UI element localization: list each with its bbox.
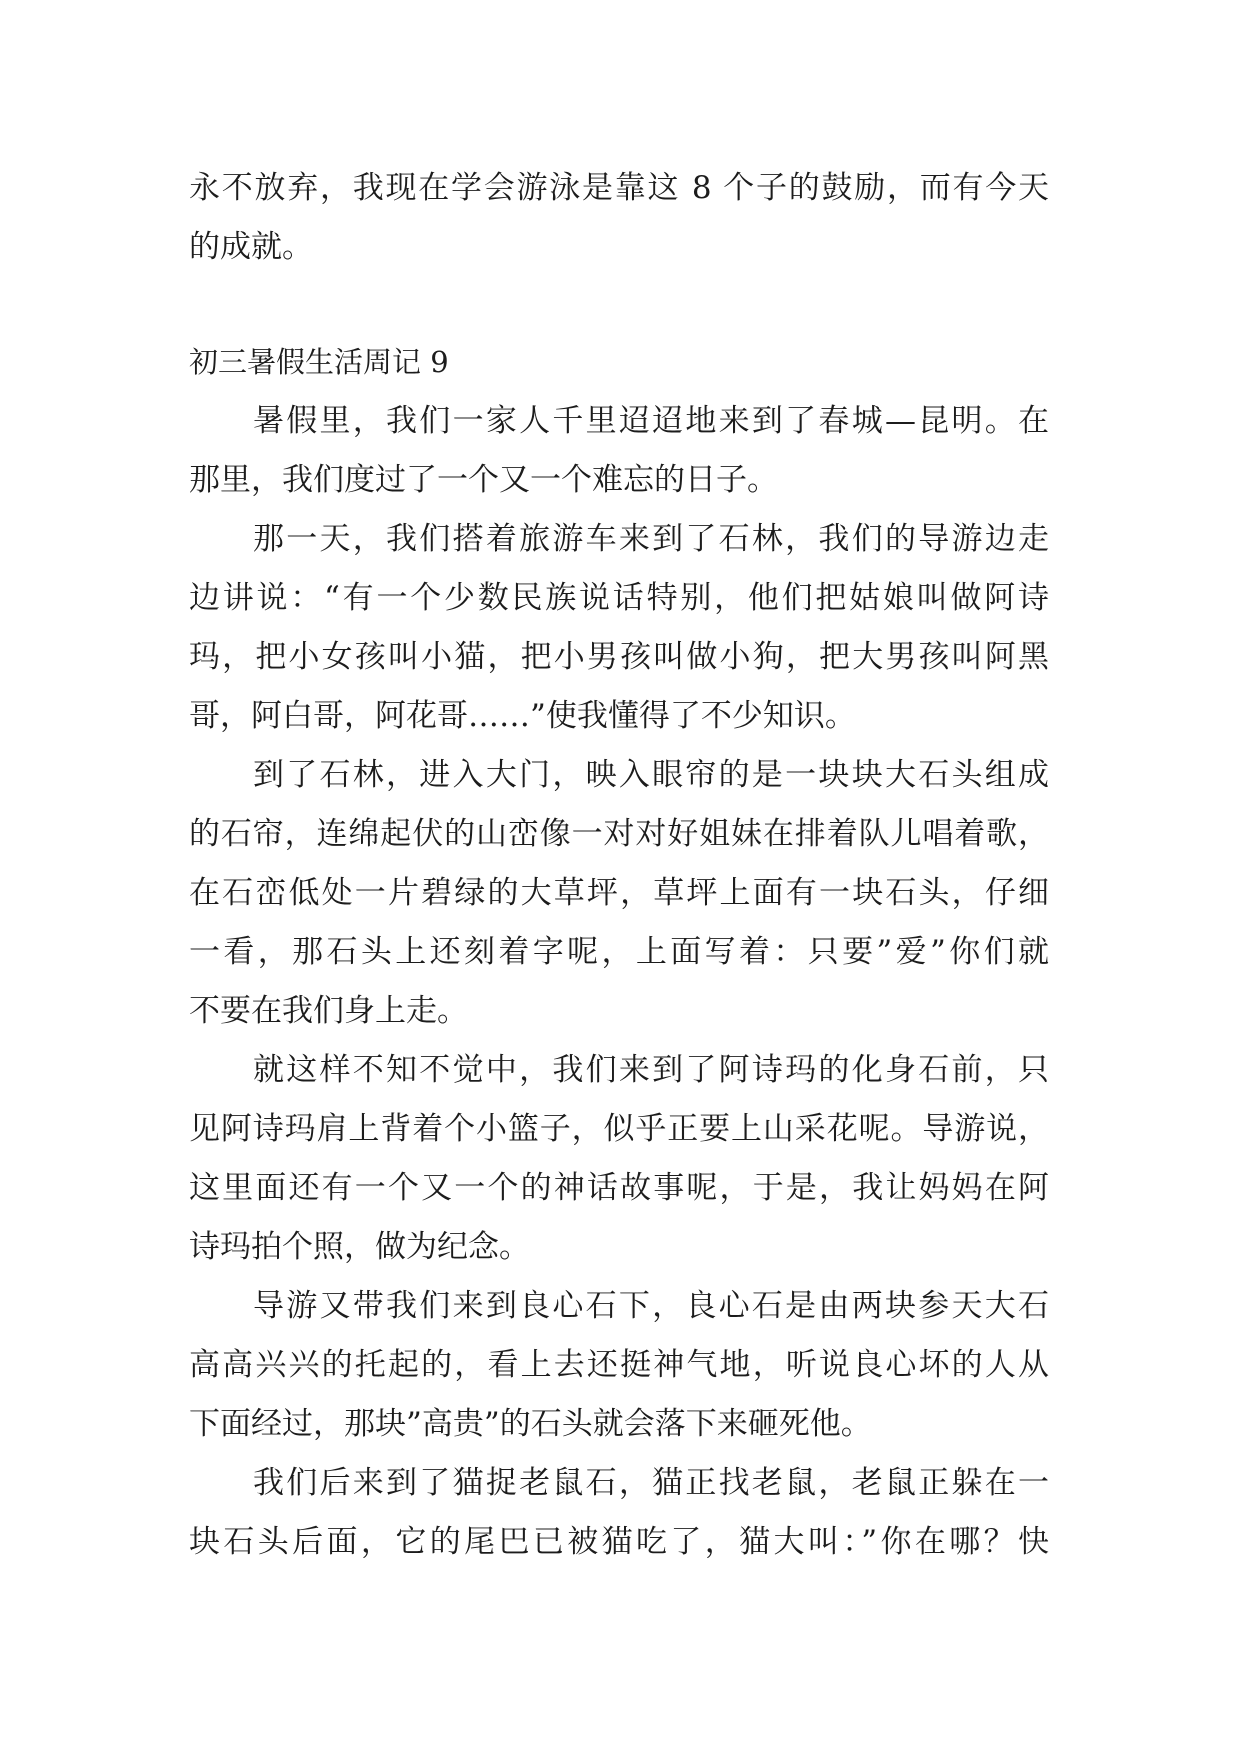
body-text-line: 块石头后面，它的尾巴已被猫吃了，猫大叫：”你在哪？快 [189, 1524, 1049, 1560]
body-text-line: 高高兴兴的托起的，看上去还挺神气地，听说良心坏的人从 [189, 1347, 1049, 1383]
body-text-line: 不要在我们身上走。 [189, 993, 468, 1029]
paragraph-first-line: 那一天，我们搭着旅游车来到了石林，我们的导游边走 [253, 521, 1049, 557]
paragraph-first-line: 暑假里，我们一家人千里迢迢地来到了春城—昆明。在 [253, 403, 1049, 439]
body-text-line: 下面经过，那块”高贵”的石头就会落下来砸死他。 [189, 1406, 872, 1442]
body-text-line: 一看，那石头上还刻着字呢，上面写着：只要”爱”你们就 [189, 934, 1049, 970]
body-text-line: 边讲说：“有一个少数民族说话特别，他们把姑娘叫做阿诗 [189, 580, 1049, 616]
body-text-line: 玛，把小女孩叫小猫，把小男孩叫做小狗，把大男孩叫阿黑 [189, 639, 1049, 675]
body-text-line: 那里，我们度过了一个又一个难忘的日子。 [189, 462, 778, 498]
paragraph-first-line: 到了石林，进入大门，映入眼帘的是一块块大石头组成 [253, 757, 1049, 793]
body-text-line: 诗玛拍个照，做为纪念。 [189, 1229, 530, 1265]
paragraph-first-line: 导游又带我们来到良心石下，良心石是由两块参天大石 [253, 1288, 1049, 1324]
section-title: 初三暑假生活周记 9 [189, 345, 449, 379]
body-text-line: 见阿诗玛肩上背着个小篮子，似乎正要上山采花呢。导游说， [189, 1111, 1049, 1147]
paragraph-first-line: 就这样不知不觉中，我们来到了阿诗玛的化身石前，只 [253, 1052, 1049, 1088]
paragraph-first-line: 我们后来到了猫捉老鼠石，猫正找老鼠，老鼠正躲在一 [253, 1465, 1049, 1501]
body-text-line: 这里面还有一个又一个的神话故事呢，于是，我让妈妈在阿 [189, 1170, 1049, 1206]
body-text-line: 的成就。 [189, 229, 313, 265]
body-text-line: 在石峦低处一片碧绿的大草坪，草坪上面有一块石头，仔细 [189, 875, 1049, 911]
body-text-line: 永不放弃，我现在学会游泳是靠这 8 个子的鼓励，而有今天 [189, 170, 1049, 206]
body-text-line: 哥，阿白哥，阿花哥……”使我懂得了不少知识。 [189, 698, 856, 734]
body-text-line: 的石帘，连绵起伏的山峦像一对对好姐妹在排着队儿唱着歌， [189, 816, 1049, 852]
